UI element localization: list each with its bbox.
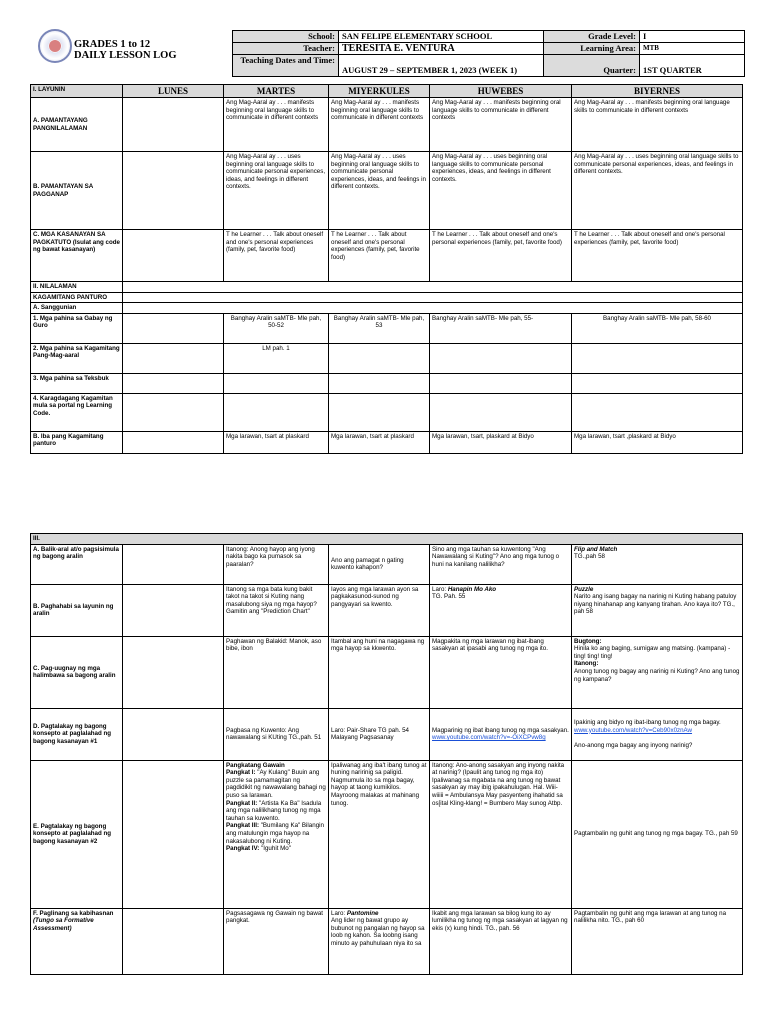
table-cell: Magpakita ng mga larawan ng ibat-ibang sasakyan at ipasabi ang tunog ng mga ito. [430, 636, 572, 708]
teacher-label: Teacher: [233, 43, 339, 55]
table-cell: Ang Mag-Aaral ay . . . uses beginning oral language skills to communicate personal experiences, ideas, and feelings in different contexts. [224, 152, 329, 230]
table-cell: Puzzle Narito ang isang bagay na narinig ni Kuting habang patuloy niyang hinahanap ang kanyang tirahan. Ano kaya ito? TG., pah 58 [572, 584, 743, 636]
table-cell: LM pah. 1 [224, 343, 329, 373]
table-cell: Itanong sa mga bata kung bakit takot na takot si Kuting nang masalubong siya ng mga hayop? Gamitin ang "Prediction Chart" [224, 584, 329, 636]
day-header: MIYERKULES [329, 85, 430, 98]
table-cell [123, 152, 224, 230]
table-cell [123, 282, 743, 293]
table-cell: Pagbasa ng Kuwento: Ang nawawalang si KUting TG.,pah. 51 [224, 708, 329, 760]
table-cell [329, 343, 430, 373]
grade-label: Grade Level: [544, 31, 640, 43]
grade-value: I [640, 31, 745, 43]
table-cell: Iayos ang mga larawan ayon sa pagkakasunod-sunod ng pangyayari sa kwento. [329, 584, 430, 636]
quarter-label: Quarter: [544, 55, 640, 77]
table-cell: Pagtambalin ng guhit ang tunog ng mga bagay. TG., pah 59 [572, 760, 743, 908]
nilalaman-heading: II. NILALAMAN [31, 282, 123, 293]
row-label: 1. Mga pahina sa Gabay ng Guro [31, 313, 123, 343]
table-cell: Banghay Aralin saMTB- Mle pah, 55- [430, 313, 572, 343]
table-cell [123, 303, 743, 314]
row-label: 2. Mga pahina sa Kagamitang Pang-Mag-aaral [31, 343, 123, 373]
table-cell: T he Learner . . . Talk about oneself and one's personal experiences (family, pet, favorite food) [430, 230, 572, 282]
table-cell: Ikabit ang mga larawan sa bilog kung ito ay lumilikha ng tunog ng mga sasakyan at lagyan ng ekis (x) kung hindi. TG., pah. 56 [430, 908, 572, 974]
table-cell: Ipaliwanag ang iba't ibang tunog at huning naririnig sa paligid. Nagmumula ito sa mga bagay, hayop at taong kumikilos. Mayroong malakas at mahinang tunog. [329, 760, 430, 908]
table-cell [430, 343, 572, 373]
table-cell: Laro: Hanapin Mo Ako TG. Pah. 55 [430, 584, 572, 636]
dates-value: AUGUST 29 – SEPTEMBER 1, 2023 (WEEK 1) [339, 55, 544, 77]
table-cell [123, 98, 224, 152]
table-cell [123, 373, 224, 393]
table-cell: Ano ang pamagat n gating kuwento kahapon? [329, 544, 430, 584]
table-cell [572, 373, 743, 393]
table-cell [123, 584, 224, 636]
table-cell [572, 393, 743, 431]
table-cell: Ang Mag-Aaral ay . . . manifests beginning oral language skills to communicate in different contexts [329, 98, 430, 152]
table-cell: Mga larawan, tsart at plaskard [329, 431, 430, 453]
sanggunian-heading: A. Sanggunian [31, 303, 123, 314]
dates-label: Teaching Dates and Time: [233, 55, 339, 77]
table-cell: Pagsasagawa ng Gawain ng bawat pangkat. [224, 908, 329, 974]
row-label: C. Pag-uugnay ng mga halimbawa sa bagong aralin [31, 636, 123, 708]
table-cell: Itanong: Ano-anong sasakyan ang inyong nakita at narinig? (Ipaulit ang tunog ng mga ito) Ipaliwanag sa mgabata na ang tunog ng bawat sasakyan ay may ibig ipakahulugan. Hal. Wiii- wiiiii = Ambulansya May pasyenteng ihahatid sa os[ital Kling-klang! = Bumbero May sunog Atbp. [430, 760, 572, 908]
video-link[interactable]: www.youtube.com/watch?v=Ceb90x0znAw [574, 726, 693, 734]
deped-seal-icon [38, 29, 72, 63]
table-cell [123, 292, 743, 303]
table-cell [123, 230, 224, 282]
procedures-table [30, 533, 743, 975]
day-header: HUWEBES [430, 85, 572, 98]
table-cell [430, 393, 572, 431]
table-cell: Ang Mag-Aaral ay . . . uses beginning oral language skills to communicate personal experiences, ideas, and feelings in different contexts. [329, 152, 430, 230]
teacher-value: TERESITA E. VENTURA [339, 43, 544, 55]
quarter-value: 1ST QUARTER [640, 55, 745, 77]
table-cell [123, 908, 224, 974]
day-header: MARTES [224, 85, 329, 98]
row-label: 4. Karagdagang Kagamitan mula sa portal ng Learning Code. [31, 393, 123, 431]
row-label: C. MGA KASANAYAN SA PAGKATUTO (Isulat ang code ng bawat kasanayan) [31, 230, 123, 282]
table-cell [123, 313, 224, 343]
table-cell: Banghay Aralin saMTB- Mle pah, 53 [329, 313, 430, 343]
table-cell: Mga larawan, tsart, plaskard at Bidyo [430, 431, 572, 453]
table-cell: Ang Mag-Aaral ay . . . manifests beginning oral language skills to communicate in different contexts [430, 98, 572, 152]
table-cell: Mga larawan, tsart at plaskard [224, 431, 329, 453]
table-cell: Banghay Aralin saMTB- Mle pah, 50-52 [224, 313, 329, 343]
table-cell [224, 393, 329, 431]
table-cell [224, 373, 329, 393]
table-cell: Pangkatang Gawain Pangkat I: "Ay Kulang" Buuin ang puzzle sa pamamagitan ng pagdidikit ng nawawalang bahagi ng puso sa larawan. Pangkat II: "Artista Ka Ba" Isadula ang mga nalilikhang tunog ng mga tauhan sa kuwento. Pangkat III: "Bumilang Ka" Bilangin ang matulungin mga hayop na nakasalubong ni Kuting. Pangkat IV: "Iguhit Mo" [224, 760, 329, 908]
table-cell [123, 544, 224, 584]
table-cell: T he Learner . . . Talk about oneself and one's personal experiences (family, pet, favorite food) [224, 230, 329, 282]
row-label: A. PAMANTAYANG PANGNILALAMAN [31, 98, 123, 152]
table-cell [123, 393, 224, 431]
table-cell: Itambal ang huni na nagagawa ng mga hayop sa kkwento. [329, 636, 430, 708]
school-label: School: [233, 31, 339, 43]
table-cell [123, 343, 224, 373]
log-title: GRADES 1 to 12 DAILY LESSON LOG [74, 39, 177, 61]
row-label: F. Paglinang sa kabihasnan (Tungo sa Formative Assessment) [31, 908, 123, 974]
table-cell: Ang Mag-Aaral ay . . . uses beginning oral language skills to communicate personal experiences, ideas, and feelings in different contexts. [430, 152, 572, 230]
table-cell [123, 760, 224, 908]
table-cell: Flip and Match TG.,pah 58 [572, 544, 743, 584]
layunin-heading: I. LAYUNIN [31, 85, 123, 98]
table-cell: Paghawan ng Balakid: Manok, aso bibe, ibon [224, 636, 329, 708]
day-header: BIYERNES [572, 85, 743, 98]
section-iii-heading: III. [31, 534, 743, 545]
table-cell [123, 708, 224, 760]
lesson-log-header [34, 27, 742, 78]
table-cell: Ipakinig ang bidyo ng ibat-ibang tunog ng mga bagay. www.youtube.com/watch?v=Ceb90x0znAw Ano-anong mga bagay ang inyong narinig? [572, 708, 743, 760]
kagamitan-heading: KAGAMITANG PANTURO [31, 292, 123, 303]
row-label: B. Paghahabi sa layunin ng aralin [31, 584, 123, 636]
table-cell: Ang Mag-Aaral ay . . . uses beginning oral language skills to communicate personal experiences, ideas, and feelings in different contexts. [572, 152, 743, 230]
header-info-table [232, 30, 745, 77]
row-label: A. Balik-aral at/o pagsisimula ng bagong aralin [31, 544, 123, 584]
table-cell [123, 636, 224, 708]
table-cell: Laro: Pair-Share TG pah. 54 Malayang Pagsasanay [329, 708, 430, 760]
area-value: MTB [640, 43, 745, 55]
table-cell [572, 343, 743, 373]
school-value: SAN FELIPE ELEMENTARY SCHOOL [339, 31, 544, 43]
table-cell: Mga larawan, tsart ,plaskard at Bidyo [572, 431, 743, 453]
table-cell: T he Learner . . . Talk about oneself and one's personal experiences (family, pet, favorite food) [572, 230, 743, 282]
table-cell [329, 373, 430, 393]
row-label: E. Pagtalakay ng bagong konsepto at paglalahad ng bagong kasanayan #2 [31, 760, 123, 908]
table-cell: Magparinig ng ibat ibang tunog ng mga sasakyan. www.youtube.com/watch?v=-OiXCPvw8g [430, 708, 572, 760]
table-cell: T he Learner . . . Talk about oneself and one's personal experiences (family, pet, favorite food) [329, 230, 430, 282]
video-link[interactable]: www.youtube.com/watch?v=-OiXCPvw8g [432, 734, 546, 742]
table-cell: Bugtong: Hinila ko ang baging, sumigaw ang matsing. (kampana) - ting! ting! ting! Itanong: Anong tunog ng bagay ang narinig ni Kuting? Ano ang tunog ng kampana? [572, 636, 743, 708]
table-cell [329, 393, 430, 431]
table-cell: Ang Mag-Aaral ay . . . manifests beginning oral language skills to communicate in different contexts [572, 98, 743, 152]
table-cell: Laro: Pantomine Ang lider ng bawat grupo ay bubunot ng pangalan ng hayop sa loob ng kahon. Sa loobng isang minuto ay pahuhulaan niya ito sa [329, 908, 430, 974]
table-cell [123, 431, 224, 453]
row-label: D. Pagtalakay ng bagong konsepto at paglalahad ng bagong kasanayan #1 [31, 708, 123, 760]
row-label: B. PAMANTAYAN SA PAGGANAP [31, 152, 123, 230]
table-cell: Sino ang mga tauhan sa kuwentong "Ang Nawawalang si Kuting"? Ano ang mga tunog o huni na kanilang nalilikha? [430, 544, 572, 584]
table-cell [430, 373, 572, 393]
table-cell: Itanong: Anong hayop ang iyong nakita bago ka pumasok sa paaralan? [224, 544, 329, 584]
row-label: B. Iba pang Kagamitang panturo [31, 431, 123, 453]
row-label: 3. Mga pahina sa Teksbuk [31, 373, 123, 393]
day-header: LUNES [123, 85, 224, 98]
table-cell: Pagtambalin ng guhit ang mga larawan at ang tunog na nalilikha nito. TG., pah 60 [572, 908, 743, 974]
table-cell: Banghay Aralin saMTB- Mle pah, 58-60 [572, 313, 743, 343]
table-cell: Ang Mag-Aaral ay . . . manifests beginning oral language skills to communicate in different contexts [224, 98, 329, 152]
area-label: Learning Area: [544, 43, 640, 55]
objectives-table [30, 84, 743, 454]
